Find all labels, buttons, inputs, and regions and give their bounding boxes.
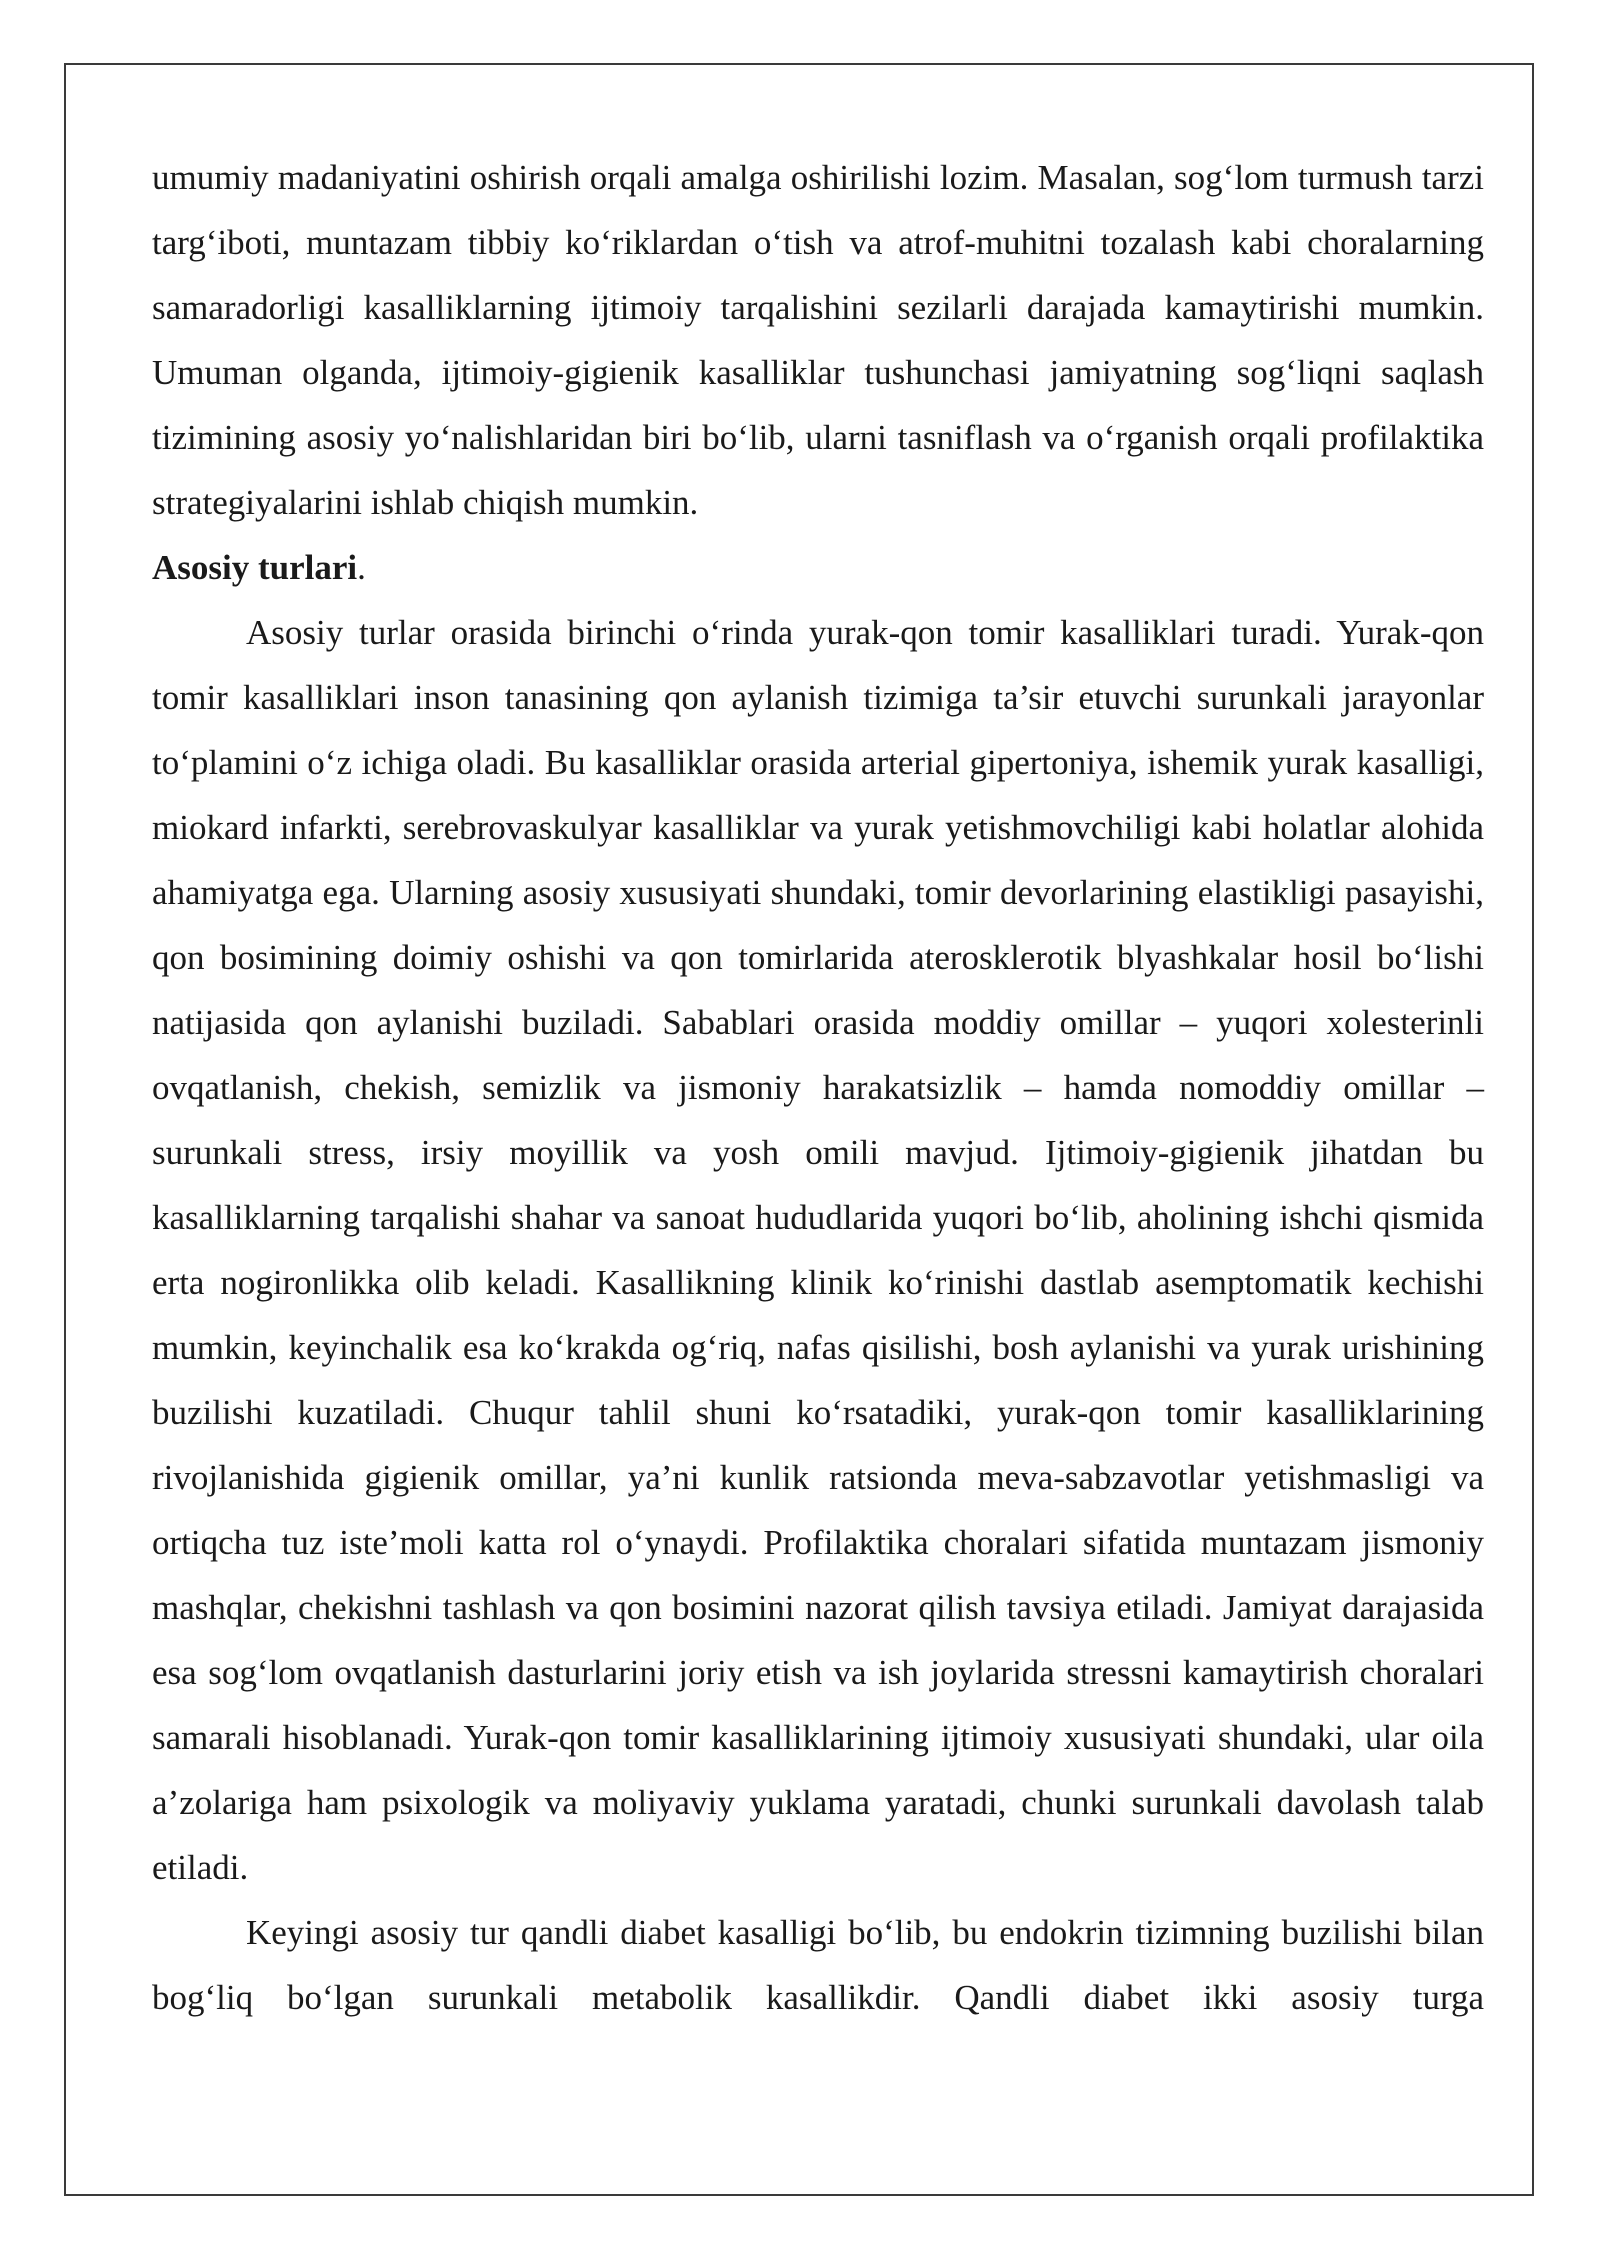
paragraph-diabetes: Keyingi asosiy tur qandli diabet kasalligi bo‘lib, bu endokrin tizimning buzilishi bilan bog‘liq bo‘lgan surunkali metabolik kasallikdir. Qandli diabet ikki asosiy turga [152, 1913, 1484, 2017]
section-heading-title: Asosiy turlari [152, 548, 358, 587]
document-body [152, 145, 1484, 2030]
section-heading-punct: . [357, 548, 366, 587]
paragraph-intro: umumiy madaniyatini oshirish orqali amalga oshirilishi lozim. Masalan, sog‘lom turmush tarzi targ‘iboti, muntazam tibbiy ko‘riklardan o‘tish va atrof-muhitni tozalash kabi choralarning samaradorligi kasalliklarning ijtimoiy tarqalishini sezilarli darajada kamaytirishi mumkin. Umuman olganda, ijtimoiy-gigienik kasalliklar tushunchasi jamiyatning sog‘liqni saqlash tizimining asosiy yo‘nalishlaridan biri bo‘lib, ularni tasniflash va o‘rganish orqali profilaktika strategiyalarini ishlab chiqish mumkin. [152, 158, 1484, 522]
paragraph-cardiovascular: Asosiy turlar orasida birinchi o‘rinda yurak-qon tomir kasalliklari turadi. Yurak-qon tomir kasalliklari inson tanasining qon aylanish tizimiga ta’sir etuvchi surunkali jarayonlar to‘plamini o‘z ichiga oladi. Bu kasalliklar orasida arterial gipertoniya, ishemik yurak kasalligi, miokard infarkti, serebrovaskulyar kasalliklar va yurak yetishmovchiligi kabi holatlar alohida ahamiyatga ega. Ularning asosiy xususiyati shundaki, tomir devorlarining elastikligi pasayishi, qon bosimining doimiy oshishi va qon tomirlarida aterosklerotik blyashkalar hosil bo‘lishi natijasida qon aylanishi buziladi. Sabablari orasida moddiy omillar – yuqori xolesterinli ovqatlanish, chekish, semizlik va jismoniy harakatsizlik – hamda nomoddiy omillar – surunkali stress, irsiy moyillik va yosh omili mavjud. Ijtimoiy-gigienik jihatdan bu kasalliklarning tarqalishi shahar va sanoat hududlarida yuqori bo‘lib, aholining ishchi qismida erta nogironlikka olib keladi. Kasallikning klinik ko‘rinishi dastlab asemptomatik kechishi mumkin, keyinchalik esa ko‘krakda og‘riq, nafas qisilishi, bosh aylanishi va yurak urishining buzilishi kuzatiladi. Chuqur tahlil shuni ko‘rsatadiki, yurak-qon tomir kasalliklarining rivojlanishida gigienik omillar, ya’ni kunlik ratsionda meva-sabzavotlar yetishmasligi va ortiqcha tuz iste’moli katta rol o‘ynaydi. Profilaktika choralari sifatida muntazam jismoniy mashqlar, chekishni tashlash va qon bosimini nazorat qilish tavsiya etiladi. Jamiyat darajasida esa sog‘lom ovqatlanish dasturlarini joriy etish va ish joylarida stressni kamaytirish choralari samarali hisoblanadi. Yurak-qon tomir kasalliklarining ijtimoiy xususiyati shundaki, ular oila a’zolariga ham psixologik va moliyaviy yuklama yaratadi, chunki surunkali davolash talab etiladi. [152, 613, 1484, 1887]
section-heading [152, 535, 1484, 600]
